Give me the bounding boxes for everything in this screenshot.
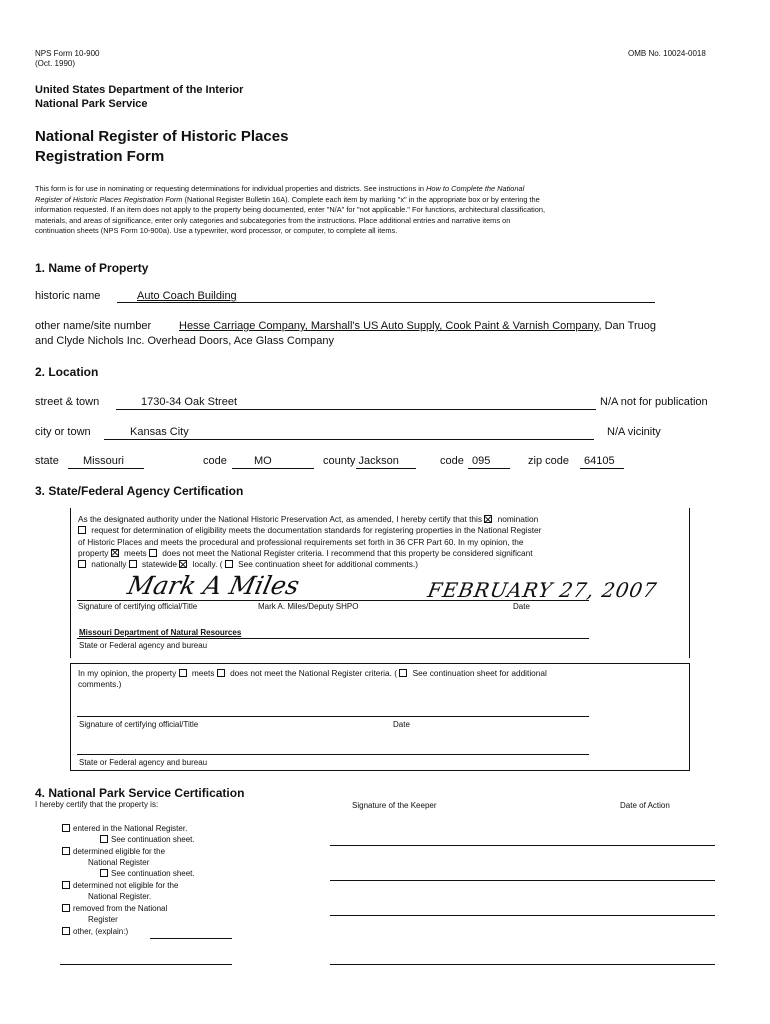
date2-label: Date bbox=[393, 720, 410, 729]
historic-name-line bbox=[117, 302, 655, 303]
zip-label: zip code bbox=[528, 455, 569, 467]
continuation1-checkbox[interactable] bbox=[100, 835, 108, 843]
omb-number: OMB No. 10024-0018 bbox=[628, 49, 706, 58]
nps-item-other bbox=[62, 927, 128, 937]
continuation2-checkbox[interactable] bbox=[100, 869, 108, 877]
city-value[interactable]: Kansas City bbox=[130, 426, 189, 438]
state-code-line bbox=[232, 468, 314, 469]
not-for-publication: N/A not for publication bbox=[600, 396, 708, 408]
nps-item-removed bbox=[62, 904, 167, 914]
instructions-paragraph bbox=[35, 184, 735, 237]
keeper-label: Signature of the Keeper bbox=[352, 801, 437, 810]
cert-statement bbox=[78, 514, 678, 570]
street-label: street & town bbox=[35, 396, 100, 408]
keeper-line-1[interactable] bbox=[330, 845, 715, 846]
cert-line5d: See continuation sheet for additional comments.) bbox=[235, 559, 418, 570]
signature-label: Signature of certifying official/Title bbox=[78, 602, 198, 611]
zip-line bbox=[580, 468, 624, 469]
opinion-line1d: See continuation sheet for additional bbox=[410, 668, 547, 678]
cert-line3: of Historic Places and meets the procedural and professional requirements set forth in 36 CFR Part 60. In my opinion, the bbox=[78, 536, 524, 547]
meets-checkbox[interactable] bbox=[111, 549, 119, 557]
nps-item-not-eligible bbox=[62, 881, 178, 891]
continuation1-label: See continuation sheet. bbox=[111, 835, 195, 844]
does-not-meet-checkbox[interactable] bbox=[149, 549, 157, 557]
opinion-line1b: meets bbox=[189, 668, 217, 678]
not-eligible-checkbox[interactable] bbox=[62, 881, 70, 889]
street-value[interactable]: 1730-34 Oak Street bbox=[141, 396, 238, 408]
county-code-label: code bbox=[440, 455, 464, 467]
form-date: (Oct. 1990) bbox=[35, 59, 76, 68]
cert-line4b: meets bbox=[121, 547, 149, 558]
statewide-checkbox[interactable] bbox=[129, 560, 137, 568]
opinion-line2: comments.) bbox=[78, 679, 122, 690]
action-label: Date of Action bbox=[620, 801, 670, 810]
cert-line5b: statewide bbox=[139, 559, 180, 570]
removed-label-2: Register bbox=[88, 915, 118, 924]
other-checkbox[interactable] bbox=[62, 927, 70, 935]
zip-value[interactable]: 64105 bbox=[584, 455, 615, 467]
city-line bbox=[104, 439, 594, 440]
intro-line2a: Register of Historic Places Registration Form bbox=[35, 194, 183, 204]
date-label: Date bbox=[513, 602, 530, 611]
agency-label: State or Federal agency and bureau bbox=[79, 641, 208, 650]
intro-line1b: How to Complete the National bbox=[426, 184, 525, 193]
intro-line5: continuation sheets (NPS Form 10-900a). Use a typewriter, word processor, or computer, to complete all items. bbox=[35, 226, 398, 235]
other-name-value-underlined: Hesse Carriage Company, Marshall's US Auto Supply, Cook Paint & Varnish Company bbox=[179, 320, 599, 332]
state-line bbox=[68, 468, 144, 469]
entered-label: entered in the National Register. bbox=[73, 824, 188, 833]
section4-heading: 4. National Park Service Certification bbox=[35, 786, 245, 800]
agency2-label: State or Federal agency and bureau bbox=[79, 758, 208, 767]
section1-heading: 1. Name of Property bbox=[35, 261, 149, 275]
opinion-meets-checkbox[interactable] bbox=[179, 669, 187, 677]
nps-item-cont2 bbox=[100, 869, 195, 879]
signature-line bbox=[77, 600, 589, 601]
signature-name: Mark A. Miles/Deputy SHPO bbox=[258, 602, 359, 611]
nps-item-cont1 bbox=[100, 835, 195, 845]
handwritten-signature: Mark A Miles bbox=[125, 571, 302, 600]
keeper-line-3[interactable] bbox=[330, 915, 715, 916]
continuation2-label: See continuation sheet. bbox=[111, 869, 195, 878]
not-eligible-label: determined not eligible for the bbox=[73, 881, 179, 890]
other-name-label: other name/site number bbox=[35, 320, 152, 332]
department: United States Department of the Interior bbox=[35, 84, 244, 96]
intro-line4: materials, and areas of significance, enter only categories and subcategories from the instructions. Place additional entries and narrative items on bbox=[35, 215, 511, 225]
removed-checkbox[interactable] bbox=[62, 904, 70, 912]
certify-text: I hereby certify that the property is: bbox=[35, 800, 159, 809]
street-line bbox=[116, 409, 596, 410]
nomination-checkbox[interactable] bbox=[484, 515, 492, 523]
city-label: city or town bbox=[35, 426, 91, 438]
nps-item-eligible bbox=[62, 847, 165, 857]
other-name-value[interactable] bbox=[179, 320, 656, 333]
opinion-line1c: does not meet the National Register criteria. ( bbox=[227, 668, 400, 678]
locally-checkbox[interactable] bbox=[179, 560, 187, 568]
cert-line1a: As the designated authority under the National Historic Preservation Act, as amended, I hereby certify that this bbox=[78, 514, 485, 524]
eligible-label-2: National Register bbox=[88, 858, 150, 867]
county-line bbox=[356, 468, 416, 469]
other-name-value-line2: and Clyde Nichols Inc. Overhead Doors, Ace Glass Company bbox=[35, 335, 334, 347]
county-code-line bbox=[468, 468, 510, 469]
opinion-line1a: In my opinion, the property bbox=[78, 668, 179, 678]
opinion-continuation-checkbox[interactable] bbox=[399, 669, 407, 677]
intro-line1a: This form is for use in nominating or requesting determinations for individual properties and districts. See instructions in bbox=[35, 184, 427, 193]
county-code-value[interactable]: 095 bbox=[472, 455, 491, 467]
state-label: state bbox=[35, 455, 59, 467]
opinion-statement bbox=[78, 668, 678, 691]
keeper-line-4[interactable] bbox=[330, 964, 715, 965]
section2-heading: 2. Location bbox=[35, 365, 99, 379]
continuation-sheet-checkbox[interactable] bbox=[225, 560, 233, 568]
cert-line4c: does not meet the National Register criteria. I recommend that this property be considered significant bbox=[159, 547, 533, 558]
state-value[interactable]: Missouri bbox=[83, 455, 124, 467]
state-code-value[interactable]: MO bbox=[254, 455, 272, 467]
historic-name-label: historic name bbox=[35, 290, 101, 302]
entered-checkbox[interactable] bbox=[62, 824, 70, 832]
county-label: county Jackson bbox=[323, 455, 399, 467]
handwritten-date: FEBRUARY 27, 2007 bbox=[425, 578, 660, 602]
cert-line5c: locally. ( bbox=[190, 559, 225, 570]
intro-line2b: (National Register Bulletin 16A). Complete each item by marking "x" in the appropriate box or by entering the bbox=[182, 194, 540, 204]
cert-line4a: property bbox=[78, 547, 111, 558]
determination-request-checkbox[interactable] bbox=[78, 526, 86, 534]
signature2-label: Signature of certifying official/Title bbox=[79, 720, 199, 729]
other-explain-line[interactable] bbox=[150, 938, 232, 939]
cert-line5a: nationally bbox=[89, 559, 129, 570]
eligible-label: determined eligible for the bbox=[73, 847, 166, 856]
section3-heading: 3. State/Federal Agency Certification bbox=[35, 484, 244, 498]
cert-line1b: nomination bbox=[495, 514, 539, 524]
agency2-line bbox=[77, 754, 589, 755]
intro-line3: information requested. If an item does not apply to the property being documented, enter "N/A" for "not applicable." For functions, architectural classification, bbox=[35, 205, 546, 214]
nationally-checkbox[interactable] bbox=[78, 560, 86, 568]
other-label: other, (explain:) bbox=[73, 927, 129, 936]
opinion-box-bottom bbox=[70, 770, 690, 771]
service: National Park Service bbox=[35, 98, 148, 110]
agency-value: Missouri Department of Natural Resources bbox=[79, 628, 242, 637]
historic-name-value[interactable]: Auto Coach Building bbox=[137, 290, 237, 302]
state-code-label: code bbox=[203, 455, 227, 467]
form-id: NPS Form 10-900 bbox=[35, 49, 100, 58]
keeper-line-2[interactable] bbox=[330, 880, 715, 881]
vicinity: N/A vicinity bbox=[607, 426, 661, 438]
agency-line bbox=[77, 638, 589, 639]
removed-label: removed from the National bbox=[73, 904, 168, 913]
eligible-checkbox[interactable] bbox=[62, 847, 70, 855]
other-explain-line-2[interactable] bbox=[60, 964, 232, 965]
form-title-line2: Registration Form bbox=[35, 148, 165, 165]
other-name-value-cont: , Dan Truog bbox=[598, 320, 656, 332]
cert-line2: request for determination of eligibility meets the documentation standards for registering properties in the National Register bbox=[89, 525, 542, 536]
nps-item-entered bbox=[62, 824, 187, 834]
opinion-does-not-meet-checkbox[interactable] bbox=[217, 669, 225, 677]
not-eligible-label-2: National Register. bbox=[88, 892, 152, 901]
signature2-line bbox=[77, 716, 589, 717]
form-title-line1: National Register of Historic Places bbox=[35, 128, 289, 145]
